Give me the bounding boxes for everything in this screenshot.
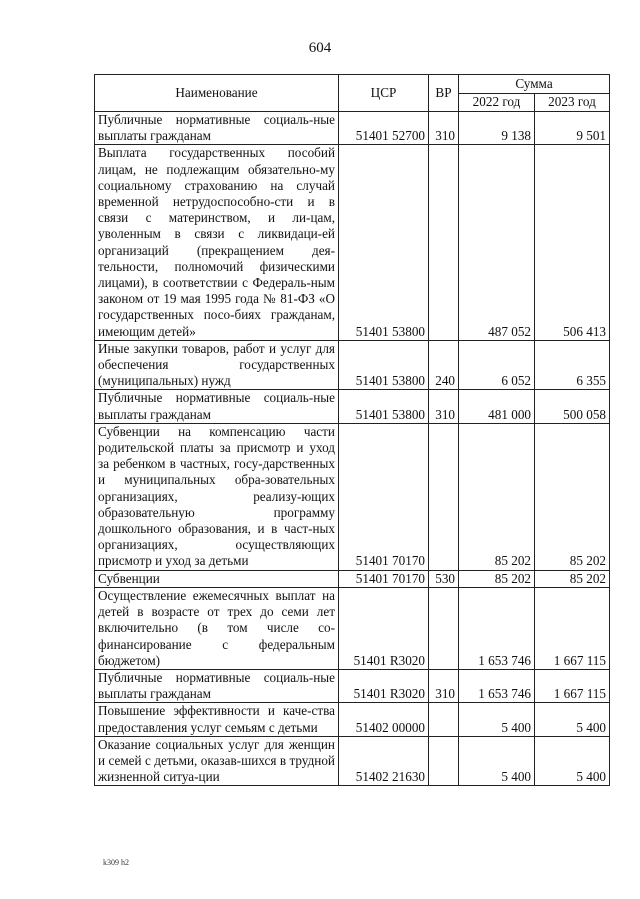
row-sum-2022: 1 653 746 bbox=[459, 587, 535, 669]
row-vr: 310 bbox=[429, 669, 459, 702]
table-row bbox=[95, 145, 610, 340]
header-year-2022: 2022 год bbox=[459, 94, 535, 112]
row-sum-2023: 85 202 bbox=[535, 570, 610, 587]
row-sum-2023: 6 355 bbox=[535, 340, 610, 390]
row-vr: 530 bbox=[429, 570, 459, 587]
row-sum-2022: 481 000 bbox=[459, 390, 535, 423]
footer-stamp: k309 h2 bbox=[103, 858, 129, 867]
table-row bbox=[95, 340, 610, 390]
row-name: Выплата государственных пособий лицам, не подлежащим обязательно-му социальному страхованию на случай временной нетрудоспособно-сти и в связи с материнством, и ли-цам, уволенным в связи с ликвидаци-ей организаций (прекращением дея-тельности, полномочий физическими лицами), в соответствии с Федераль-ным законом от 19 мая 1995 года № 81-ФЗ «О государственных посо-биях гражданам, имеющим детей» bbox=[95, 145, 339, 340]
row-name: Субвенции на компенсацию части родительской платы за присмотр и уход за ребенком в частных, госу-дарственных и муниципальных обра-зовательных организациях, реализу-ющих образовательную программу дошкольного образования, и в част-ных организациях, осуществляющих присмотр и уход за детьми bbox=[95, 423, 339, 570]
header-csr: ЦСР bbox=[339, 75, 429, 112]
row-name: Оказание социальных услуг для женщин и семей с детьми, оказав-шихся в трудной жизненной ситуа-ции bbox=[95, 736, 339, 786]
row-csr: 51401 R3020 bbox=[339, 669, 429, 702]
header-sum: Сумма bbox=[459, 75, 610, 94]
row-vr: 240 bbox=[429, 340, 459, 390]
row-vr bbox=[429, 145, 459, 340]
row-sum-2022: 1 653 746 bbox=[459, 669, 535, 702]
table-row bbox=[95, 587, 610, 669]
page-number: 604 bbox=[308, 40, 332, 56]
row-csr: 51401 53800 bbox=[339, 340, 429, 390]
row-csr: 51402 00000 bbox=[339, 703, 429, 736]
row-csr: 51401 R3020 bbox=[339, 587, 429, 669]
budget-table bbox=[94, 74, 610, 786]
row-vr bbox=[429, 703, 459, 736]
row-sum-2022: 6 052 bbox=[459, 340, 535, 390]
row-sum-2022: 5 400 bbox=[459, 703, 535, 736]
row-csr: 51401 70170 bbox=[339, 570, 429, 587]
row-name: Осуществление ежемесячных выплат на детей в возрасте от трех до семи лет включительно (в том числе со-финансирование с федеральным бюджетом) bbox=[95, 587, 339, 669]
row-csr: 51401 53800 bbox=[339, 390, 429, 423]
row-name: Публичные нормативные социаль-ные выплаты гражданам bbox=[95, 669, 339, 702]
row-csr: 51401 53800 bbox=[339, 145, 429, 340]
row-sum-2023: 85 202 bbox=[535, 423, 610, 570]
row-name: Иные закупки товаров, работ и услуг для обеспечения государственных (муниципальных) нужд bbox=[95, 340, 339, 390]
row-sum-2022: 85 202 bbox=[459, 570, 535, 587]
row-name: Публичные нормативные социаль-ные выплаты гражданам bbox=[95, 112, 339, 145]
table-row bbox=[95, 736, 610, 786]
row-vr: 310 bbox=[429, 390, 459, 423]
row-csr: 51402 21630 bbox=[339, 736, 429, 786]
row-sum-2023: 5 400 bbox=[535, 703, 610, 736]
row-sum-2023: 5 400 bbox=[535, 736, 610, 786]
header-vr: ВР bbox=[429, 75, 459, 112]
row-vr: 310 bbox=[429, 112, 459, 145]
row-sum-2022: 85 202 bbox=[459, 423, 535, 570]
row-vr bbox=[429, 736, 459, 786]
row-vr bbox=[429, 423, 459, 570]
table-row bbox=[95, 669, 610, 702]
table-row bbox=[95, 423, 610, 570]
row-sum-2023: 506 413 bbox=[535, 145, 610, 340]
row-sum-2022: 5 400 bbox=[459, 736, 535, 786]
row-name: Субвенции bbox=[95, 570, 339, 587]
header-name: Наименование bbox=[95, 75, 339, 112]
table-row bbox=[95, 703, 610, 736]
row-csr: 51401 52700 bbox=[339, 112, 429, 145]
row-name: Публичные нормативные социаль-ные выплаты гражданам bbox=[95, 390, 339, 423]
row-sum-2023: 1 667 115 bbox=[535, 587, 610, 669]
row-vr bbox=[429, 587, 459, 669]
row-sum-2022: 487 052 bbox=[459, 145, 535, 340]
table-row bbox=[95, 570, 610, 587]
row-sum-2023: 500 058 bbox=[535, 390, 610, 423]
row-name: Повышение эффективности и каче-ства предоставления услуг семьям с детьми bbox=[95, 703, 339, 736]
header-year-2023: 2023 год bbox=[535, 94, 610, 112]
row-sum-2022: 9 138 bbox=[459, 112, 535, 145]
table-row bbox=[95, 390, 610, 423]
table-row bbox=[95, 112, 610, 145]
row-sum-2023: 9 501 bbox=[535, 112, 610, 145]
row-csr: 51401 70170 bbox=[339, 423, 429, 570]
row-sum-2023: 1 667 115 bbox=[535, 669, 610, 702]
